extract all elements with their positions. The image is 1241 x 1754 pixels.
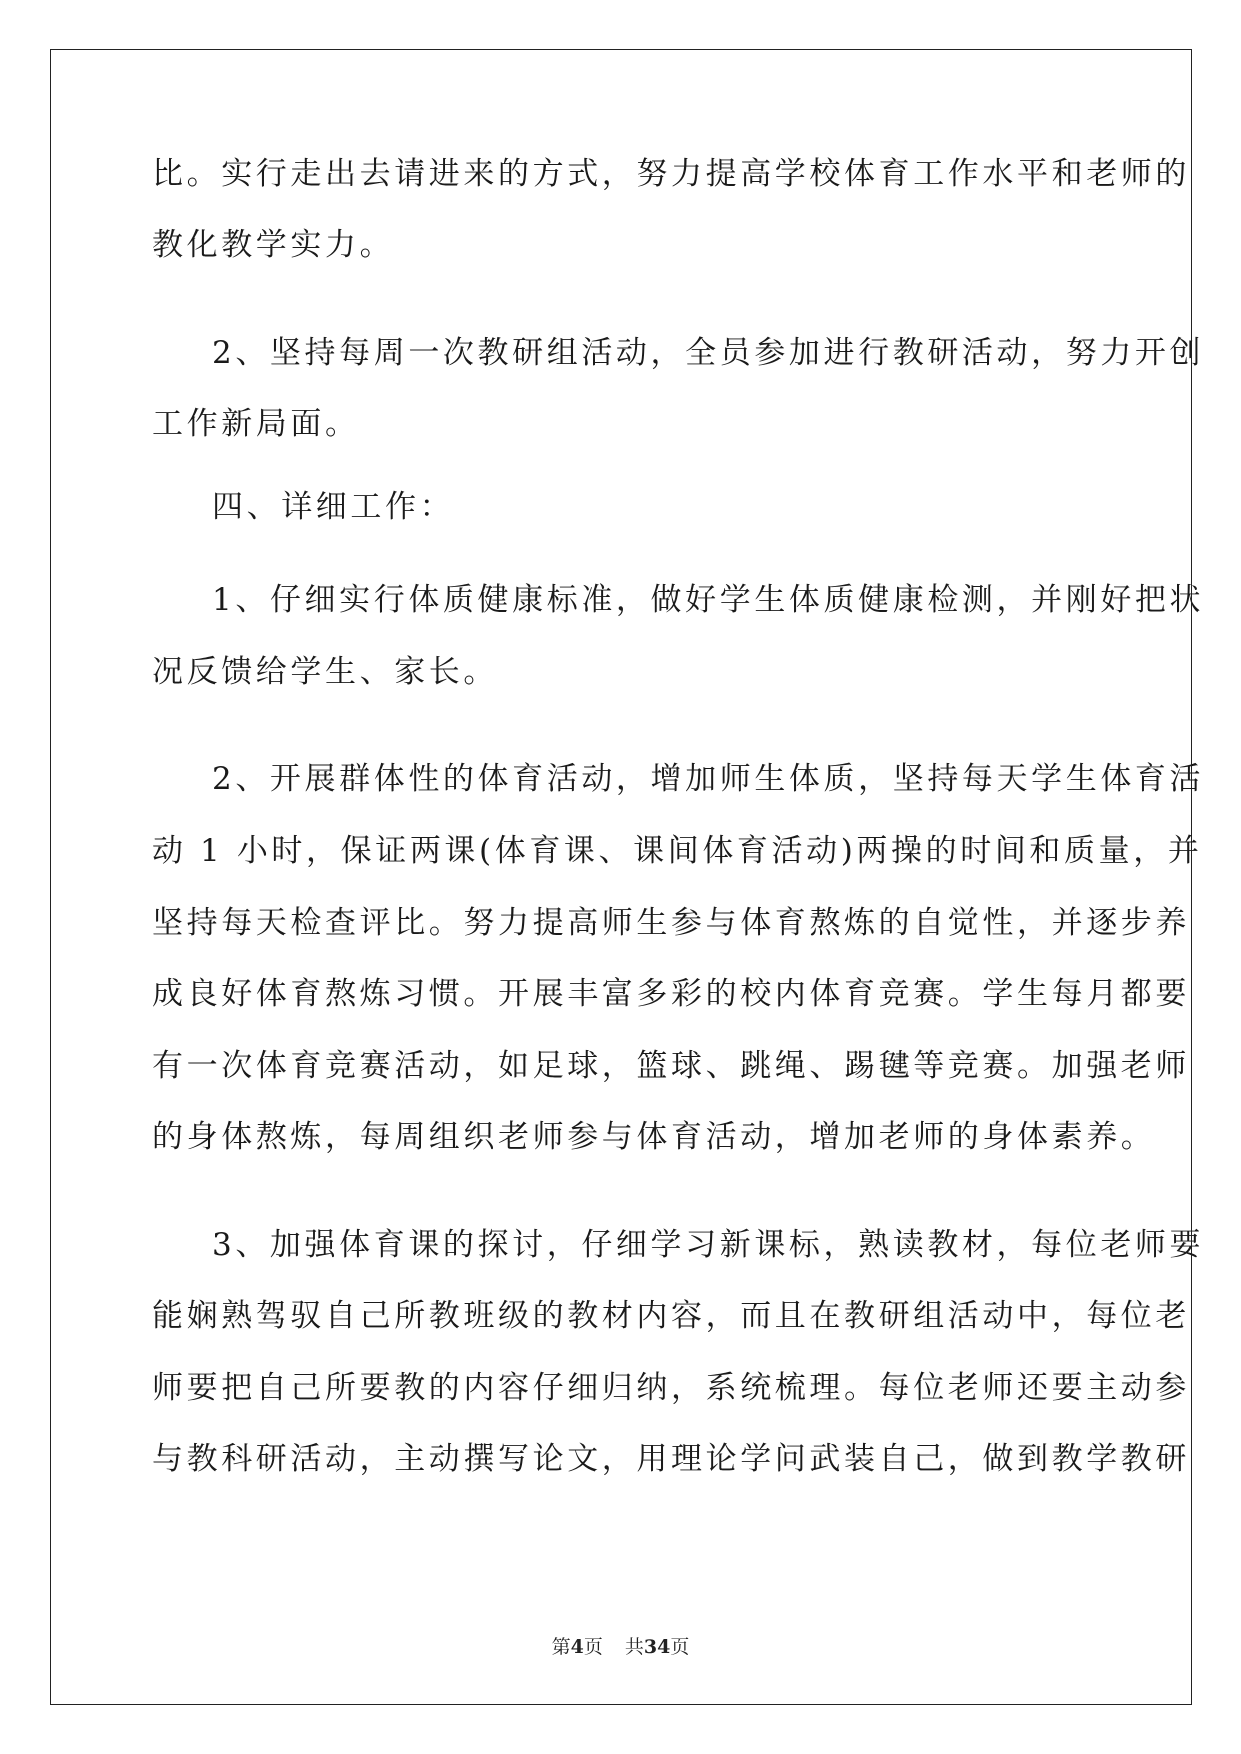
- text-line: 工作新局面。: [152, 406, 360, 442]
- text-line: 比。实行走出去请进来的方式，努力提高学校体育工作水平和老师的: [152, 156, 1190, 192]
- footer-page-suffix: 页: [583, 1636, 603, 1658]
- text-line: 教化教学实力。: [152, 227, 395, 263]
- text-line: 有一次体育竞赛活动，如足球，篮球、跳绳、踢毽等竞赛。加强老师: [152, 1048, 1190, 1084]
- text-line: 2、开展群体性的体育活动，增加师生体质，坚持每天学生体育活: [212, 761, 1205, 797]
- text-line: 的身体熬炼，每周组织老师参与体育活动，增加老师的身体素养。: [152, 1119, 1156, 1155]
- footer-total-prefix: 共: [624, 1636, 644, 1658]
- text-line: 坚持每天检查评比。努力提高师生参与体育熬炼的自觉性，并逐步养: [152, 905, 1190, 941]
- total-pages-number: 34: [643, 1636, 671, 1658]
- text-line: 2、坚持每周一次教研组活动，全员参加进行教研活动，努力开创: [212, 335, 1205, 371]
- text-line: 成良好体育熬炼习惯。开展丰富多彩的校内体育竞赛。学生每月都要: [152, 976, 1190, 1012]
- text-line: 3、加强体育课的探讨，仔细学习新课标，熟读教材，每位老师要: [212, 1227, 1205, 1263]
- text-line: 1、仔细实行体质健康标准，做好学生体质健康检测，并刚好把状: [212, 582, 1205, 618]
- footer-prefix: 第: [551, 1636, 571, 1658]
- section-heading: 四、详细工作：: [212, 489, 455, 525]
- text-line: 况反馈给学生、家长。: [152, 654, 498, 690]
- current-page-number: 4: [570, 1636, 584, 1658]
- text-line: 师要把自己所要教的内容仔细归纳，系统梳理。每位老师还要主动参: [152, 1370, 1190, 1406]
- footer-total-suffix: 页: [670, 1636, 690, 1658]
- page-footer: [0, 1632, 1241, 1659]
- text-line: 能娴熟驾驭自己所教班级的教材内容，而且在教研组活动中，每位老: [152, 1298, 1190, 1334]
- text-line: 动 1 小时，保证两课(体育课、课间体育活动)两操的时间和质量，并: [152, 833, 1203, 869]
- text-line: 与教科研活动，主动撰写论文，用理论学问武装自己，做到教学教研: [152, 1441, 1190, 1477]
